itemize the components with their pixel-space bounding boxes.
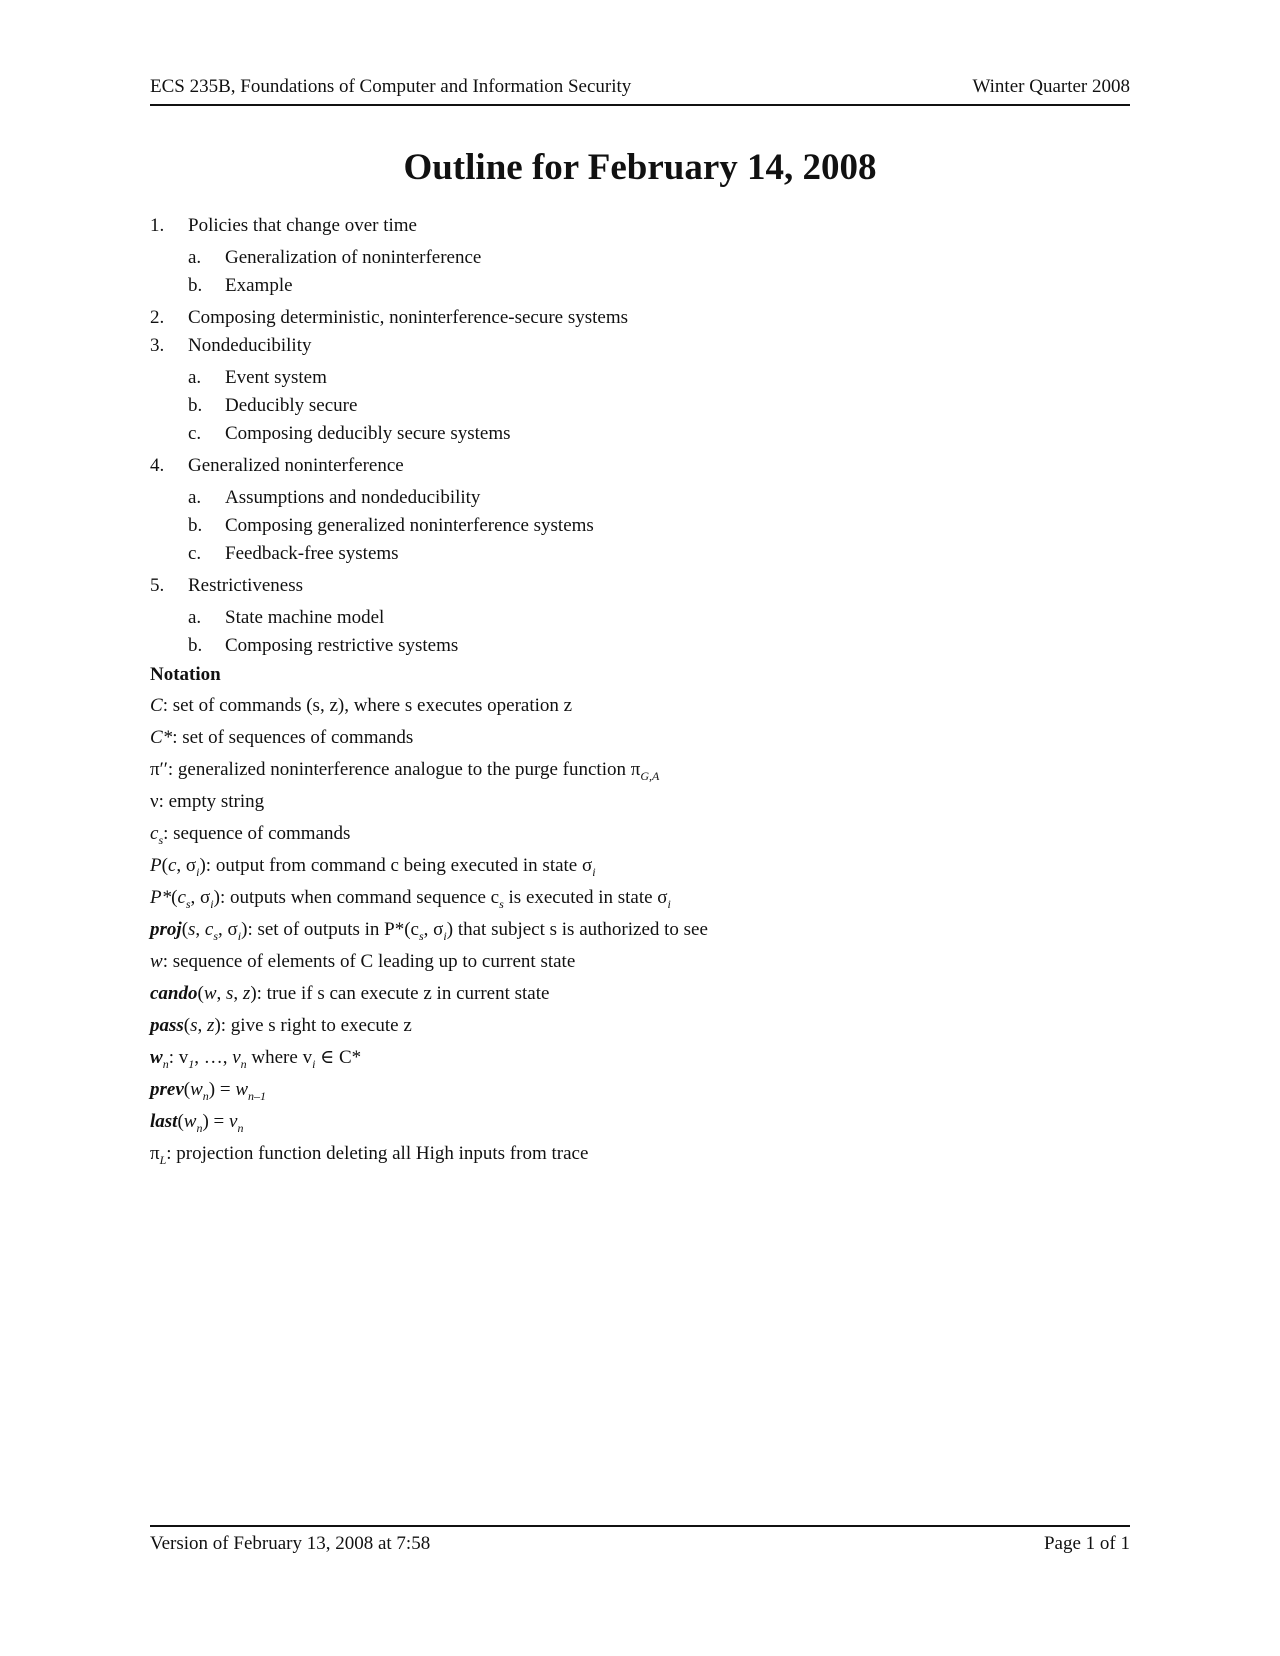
notation-entry: ν: empty string xyxy=(150,791,265,812)
outline-subitem: a. Event system xyxy=(188,367,327,388)
outline-subitem: a. Assumptions and nondeducibility xyxy=(188,487,481,508)
notation-entry: $last(w_n) = v_n$ xyxy=(150,1111,244,1135)
notation-heading: Notation xyxy=(150,664,221,685)
outline-subitem: c. Composing deducibly secure systems xyxy=(188,423,511,444)
notation-entry: C*: set of sequences of commands xyxy=(150,727,414,748)
notation-entry: $c_s$: sequence of commands xyxy=(150,823,351,847)
notation-entry: P(c, $\sigma_i$): output from command c being executed in state $\sigma_i$ xyxy=(150,855,596,879)
notation-entry: π′′: generalized noninterference analogue to the purge function $\pi_{G,A}$ xyxy=(150,759,660,783)
outline-subitem: b. Deducibly secure xyxy=(188,395,358,416)
notation-entry: $P*(c_s$, $\sigma_i$): outputs when command sequence $c_s$ is executed in state $\sigma_i$ xyxy=(150,887,671,911)
notation-entry: $\pi_L$: projection function deleting all High inputs from trace xyxy=(150,1143,589,1167)
notation-entry: w: sequence of elements of C leading up to current state xyxy=(150,951,576,972)
notation-entry: pass(s, z): give s right to execute z xyxy=(150,1015,412,1036)
outline-subitem: b. Composing restrictive systems xyxy=(188,635,459,656)
notation-entry: $prev(w_n) = w_{n-1}$ xyxy=(150,1079,267,1103)
outline-subitem: a. Generalization of noninterference xyxy=(188,247,482,268)
outline xyxy=(150,212,1130,1170)
notation-entry: proj(s, $c_s$, $\sigma_i$): set of outputs in $P*(c_s$, $\sigma_i$) that subject s is authorized to see xyxy=(150,919,708,943)
course-title: ECS 235B, Foundations of Computer and Information Security xyxy=(150,76,632,97)
version-label: Version of February 13, 2008 at 7:58 xyxy=(150,1533,431,1554)
notation-entry: C: set of commands (s, z), where s executes operation z xyxy=(150,695,573,716)
outline-item: 3. Nondeducibility xyxy=(150,335,312,356)
page-header xyxy=(150,76,1130,106)
outline-subitem: c. Feedback-free systems xyxy=(188,543,399,564)
page-footer xyxy=(150,1525,1130,1555)
outline-item: 4. Generalized noninterference xyxy=(150,455,404,476)
outline-item: 2. Composing deterministic, noninterference-secure systems xyxy=(150,307,629,328)
notation-entry: cando(w, s, z): true if s can execute z in current state xyxy=(150,983,550,1004)
page-number: Page 1 of 1 xyxy=(1043,1533,1130,1554)
term-label: Winter Quarter 2008 xyxy=(972,76,1130,97)
page-title: Outline for February 14, 2008 xyxy=(403,147,877,188)
outline-item: 5. Restrictiveness xyxy=(150,575,304,596)
outline-subitem: b. Composing generalized noninterference systems xyxy=(188,515,594,536)
outline-subitem: a. State machine model xyxy=(188,607,385,628)
notation-entry: $w_n$: $v_1$, …, $v_n$ where $v_i$ ∈ C* xyxy=(150,1047,362,1071)
outline-subitem: b. Example xyxy=(188,275,293,296)
outline-item: 1. Policies that change over time xyxy=(150,215,417,236)
